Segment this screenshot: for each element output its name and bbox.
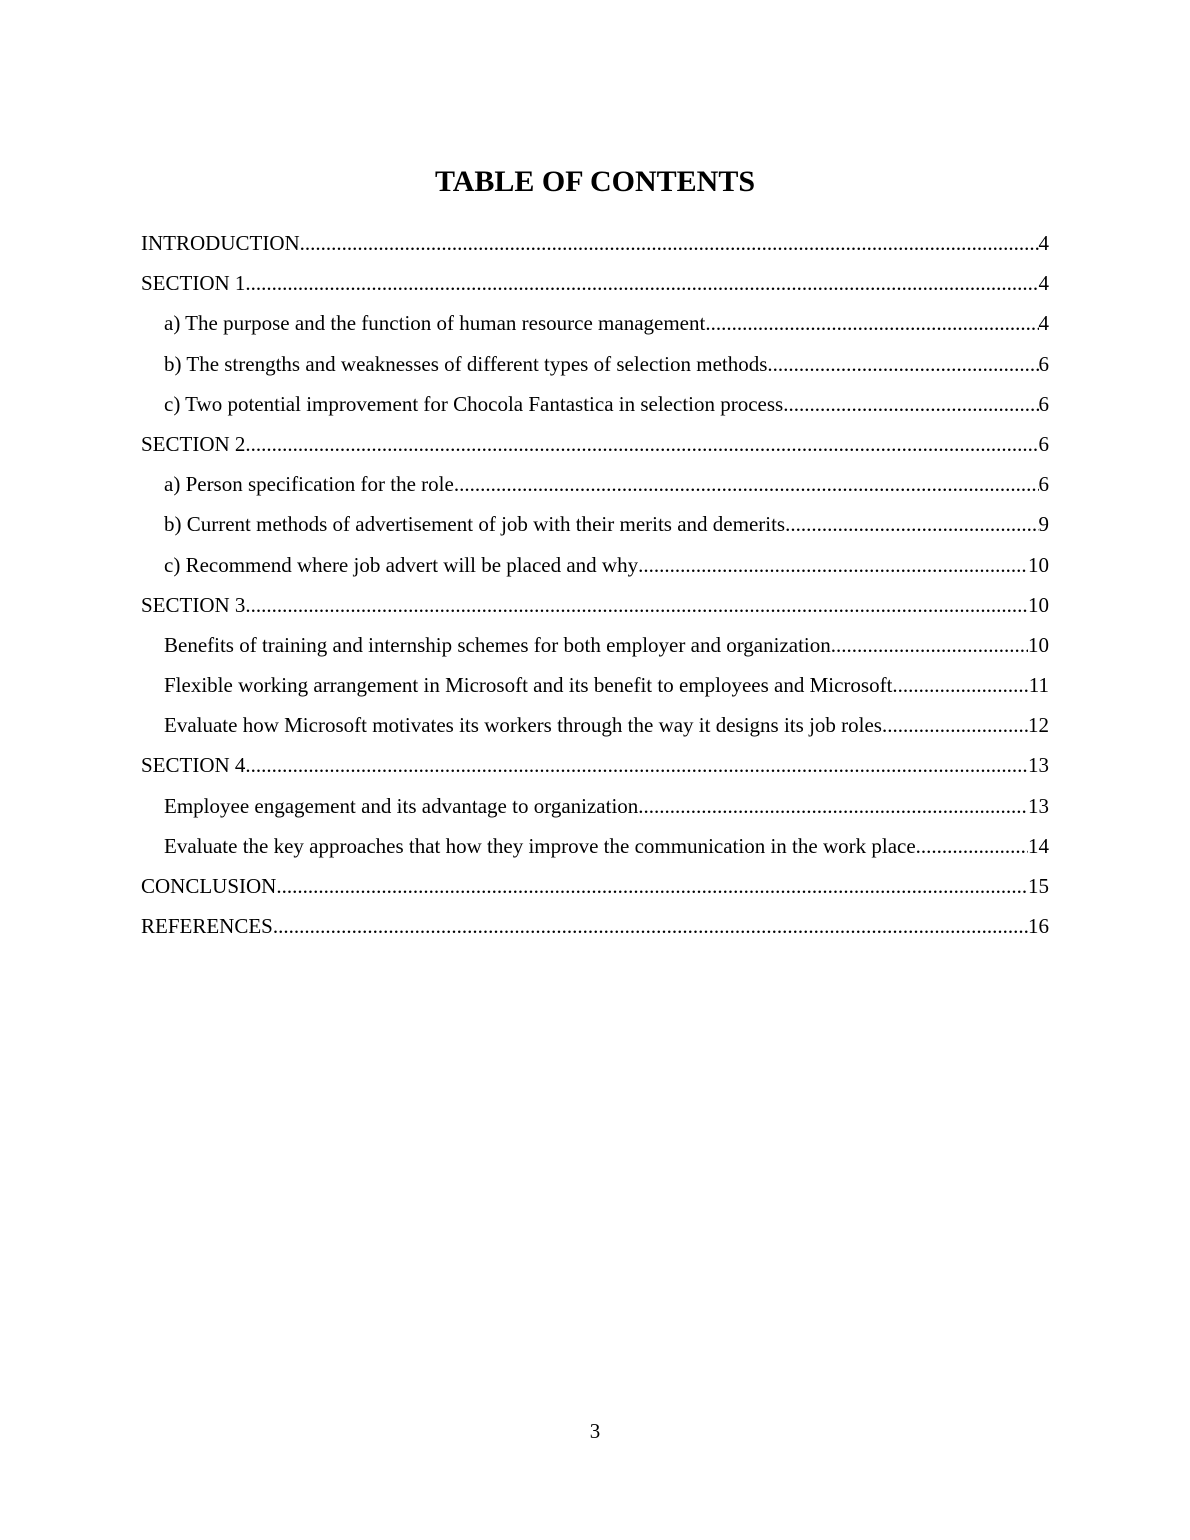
- toc-dot-leader: [882, 708, 1028, 742]
- toc-entry-text: CONCLUSION: [141, 874, 277, 898]
- toc-entry-page: 6: [1038, 391, 1049, 416]
- toc-dot-leader: [638, 789, 1028, 823]
- toc-dot-leader: [300, 226, 1039, 260]
- toc-entry-page: 15: [1028, 874, 1049, 898]
- toc-entry-text: SECTION 4: [141, 753, 246, 778]
- toc-dot-leader: [273, 909, 1028, 943]
- toc-dot-leader: [245, 588, 1028, 622]
- page-number: 3: [589, 1419, 601, 1443]
- toc-entry-page: 4: [1038, 231, 1049, 255]
- toc-entry[interactable]: [141, 467, 1049, 507]
- toc-entry-page: 4: [1038, 271, 1049, 296]
- toc-dot-leader: [831, 628, 1028, 662]
- toc-entry[interactable]: [141, 708, 1049, 748]
- toc-entry-text: Evaluate the key approaches that how they improve the communication in the work place.: [164, 833, 921, 858]
- toc-entry-text: Benefits of training and internship schemes for both employer and organization: [164, 632, 831, 657]
- toc-entry-page: 6: [1038, 431, 1049, 456]
- toc-entry-text: c) Recommend where job advert will be placed and why: [164, 552, 639, 577]
- toc-entry-page: 14: [1028, 833, 1049, 858]
- toc-dot-leader: [245, 427, 1038, 461]
- toc-entry[interactable]: [141, 427, 1049, 467]
- toc-entry[interactable]: [141, 748, 1049, 788]
- toc-entry-text: c) Two potential improvement for Chocola Fantastica in selection process: [164, 391, 784, 416]
- toc-entry-page: 16: [1028, 914, 1049, 939]
- toc-entry-page: 6: [1038, 472, 1049, 497]
- toc-entry-text: b) Current methods of advertisement of job with their merits and demerits: [164, 512, 786, 537]
- toc-entry[interactable]: [141, 789, 1049, 829]
- toc-entry-text: a) Person specification for the role: [164, 472, 454, 497]
- toc-entry-page: 13: [1028, 753, 1049, 778]
- toc-entry-text: SECTION 1: [141, 271, 246, 296]
- toc-entry[interactable]: [141, 628, 1049, 668]
- toc-entry-text: Flexible working arrangement in Microsoft and its benefit to employees and Microsoft: [164, 673, 893, 698]
- toc-dot-leader: [245, 266, 1038, 300]
- toc-dot-leader: [276, 869, 1028, 903]
- toc-dot-leader: [245, 748, 1028, 782]
- toc-entry[interactable]: [141, 266, 1049, 306]
- toc-entry[interactable]: [141, 347, 1049, 387]
- toc-entry-page: 12: [1028, 713, 1049, 738]
- toc-entry[interactable]: [141, 869, 1049, 909]
- toc-entry[interactable]: [141, 588, 1049, 628]
- toc-entry-page: 10: [1028, 632, 1049, 657]
- toc-entry-text: Evaluate how Microsoft motivates its workers through the way it designs its job roles: [164, 713, 882, 738]
- toc-entry[interactable]: [141, 909, 1049, 949]
- toc-entry-page: 4: [1038, 311, 1049, 336]
- toc-entry-text: SECTION 2: [141, 431, 246, 456]
- toc-entry-page: 11: [1028, 673, 1049, 698]
- table-of-contents: [141, 226, 1049, 949]
- toc-entry-text: Employee engagement and its advantage to organization: [164, 793, 639, 818]
- toc-entry[interactable]: [141, 387, 1049, 427]
- toc-entry[interactable]: [141, 226, 1049, 266]
- toc-entry-text: INTRODUCTION: [141, 231, 300, 255]
- toc-entry-page: 10: [1028, 592, 1049, 617]
- toc-dot-leader: [638, 548, 1028, 582]
- toc-entry-page: 10: [1028, 552, 1049, 577]
- toc-entry[interactable]: [141, 829, 1049, 869]
- toc-dot-leader: [892, 668, 1028, 702]
- toc-dot-leader: [785, 507, 1038, 541]
- toc-dot-leader: [921, 829, 1028, 863]
- page-title: TABLE OF CONTENTS: [434, 165, 756, 198]
- toc-entry-text: REFERENCES: [141, 914, 273, 939]
- toc-entry-page: 9: [1038, 512, 1049, 537]
- toc-entry[interactable]: [141, 507, 1049, 547]
- toc-dot-leader: [783, 387, 1038, 421]
- toc-dot-leader: [767, 347, 1038, 381]
- toc-dot-leader: [454, 467, 1039, 501]
- toc-entry-page: 13: [1028, 793, 1049, 818]
- toc-entry-text: SECTION 3: [141, 592, 246, 617]
- toc-entry-page: 6: [1038, 351, 1049, 376]
- toc-dot-leader: [705, 306, 1038, 340]
- toc-entry-text: a) The purpose and the function of human resource management: [164, 311, 706, 336]
- toc-entry[interactable]: [141, 548, 1049, 588]
- toc-entry[interactable]: [141, 668, 1049, 708]
- toc-entry-text: b) The strengths and weaknesses of different types of selection methods: [164, 351, 768, 376]
- toc-entry[interactable]: [141, 306, 1049, 346]
